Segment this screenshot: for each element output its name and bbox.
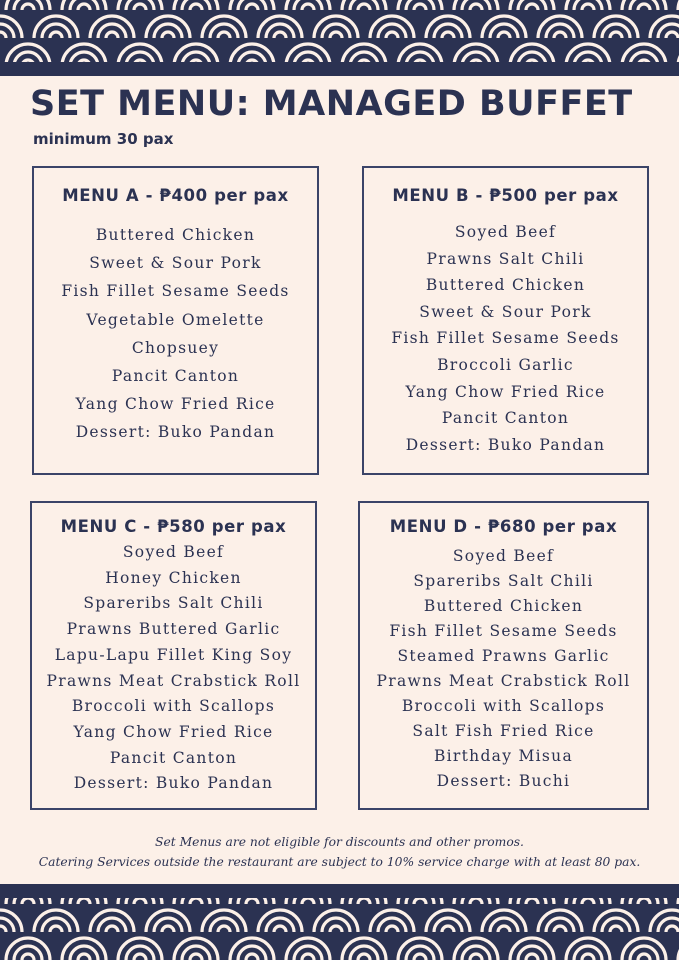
menu-item: Prawns Buttered Garlic — [66, 620, 281, 639]
menu-card-d — [358, 501, 649, 810]
menu-item: Fish Fillet Sesame Seeds — [389, 622, 618, 640]
menu-item: Spareribs Salt Chili — [83, 594, 264, 613]
menu-item: Fish Fillet Sesame Seeds — [391, 329, 620, 348]
page-subtitle: minimum 30 pax — [33, 130, 174, 148]
menu-item: Prawns Meat Crabstick Roll — [376, 672, 631, 690]
discount-disclaimer: Set Menus are not eligible for discounts and other promos. — [155, 835, 524, 849]
menu-item: Buttered Chicken — [423, 597, 584, 615]
menu-item: Spareribs Salt Chili — [413, 572, 594, 590]
menu-item: Broccoli with Scallops — [401, 697, 606, 715]
menu-item: Pancit Canton — [441, 409, 570, 428]
menu-item: Dessert: Buko Pandan — [73, 774, 274, 793]
menu-card-c — [30, 501, 317, 810]
menu-item: Broccoli with Scallops — [71, 697, 276, 716]
menu-item-list — [34, 221, 317, 447]
menu-item: Broccoli Garlic — [437, 355, 574, 374]
menu-item: Soyed Beef — [452, 547, 555, 565]
menu-item: Yang Chow Fried Rice — [405, 382, 606, 401]
menu-item: Buttered Chicken — [95, 226, 256, 244]
menu-item: Pancit Canton — [109, 748, 238, 767]
menu-card-b — [362, 166, 649, 475]
menu-item-list — [364, 219, 647, 458]
menu-item: Fish Fillet Sesame Seeds — [61, 282, 290, 301]
menu-item: Sweet & Sour Pork — [89, 254, 262, 273]
menu-item: Soyed Beef — [454, 223, 557, 241]
catering-disclaimer: Catering Services outside the restaurant are subject to 10% service charge with at least 80 pax. — [38, 855, 641, 869]
menu-item: Chopsuey — [131, 338, 220, 357]
menu-item: Sweet & Sour Pork — [419, 302, 592, 321]
menu-heading: MENU B - ₱500 per pax — [392, 186, 619, 205]
menu-heading: MENU C - ₱580 per pax — [60, 517, 287, 536]
menu-item: Dessert: Buko Pandan — [75, 423, 276, 442]
menu-heading: MENU A - ₱400 per pax — [62, 186, 289, 205]
menu-item: Salt Fish Fried Rice — [412, 722, 595, 740]
menu-item-list — [360, 544, 647, 794]
menu-item: Pancit Canton — [111, 367, 240, 386]
menu-card-a — [32, 166, 319, 475]
menu-item: Buttered Chicken — [425, 276, 586, 295]
menu-item: Yang Chow Fried Rice — [73, 722, 274, 741]
menu-item-list — [32, 540, 315, 797]
menu-item: Birthday Misua — [433, 747, 574, 765]
menu-item: Prawns Salt Chili — [426, 249, 585, 268]
menu-item: Honey Chicken — [105, 568, 242, 587]
page-title: SET MENU: MANAGED BUFFET — [30, 84, 633, 124]
bottom-wave-pattern — [0, 884, 679, 960]
top-wave-pattern — [0, 0, 679, 76]
menu-item: Prawns Meat Crabstick Roll — [46, 671, 301, 690]
menu-item: Dessert: Buko Pandan — [405, 435, 606, 454]
menu-item: Vegetable Omelette — [86, 310, 265, 329]
menu-item: Soyed Beef — [122, 543, 225, 561]
menu-item: Lapu-Lapu Fillet King Soy — [54, 645, 293, 664]
menu-item: Dessert: Buchi — [436, 772, 571, 790]
menu-heading: MENU D - ₱680 per pax — [389, 517, 618, 536]
menu-item: Steamed Prawns Garlic — [397, 647, 610, 665]
menu-item: Yang Chow Fried Rice — [75, 395, 276, 414]
